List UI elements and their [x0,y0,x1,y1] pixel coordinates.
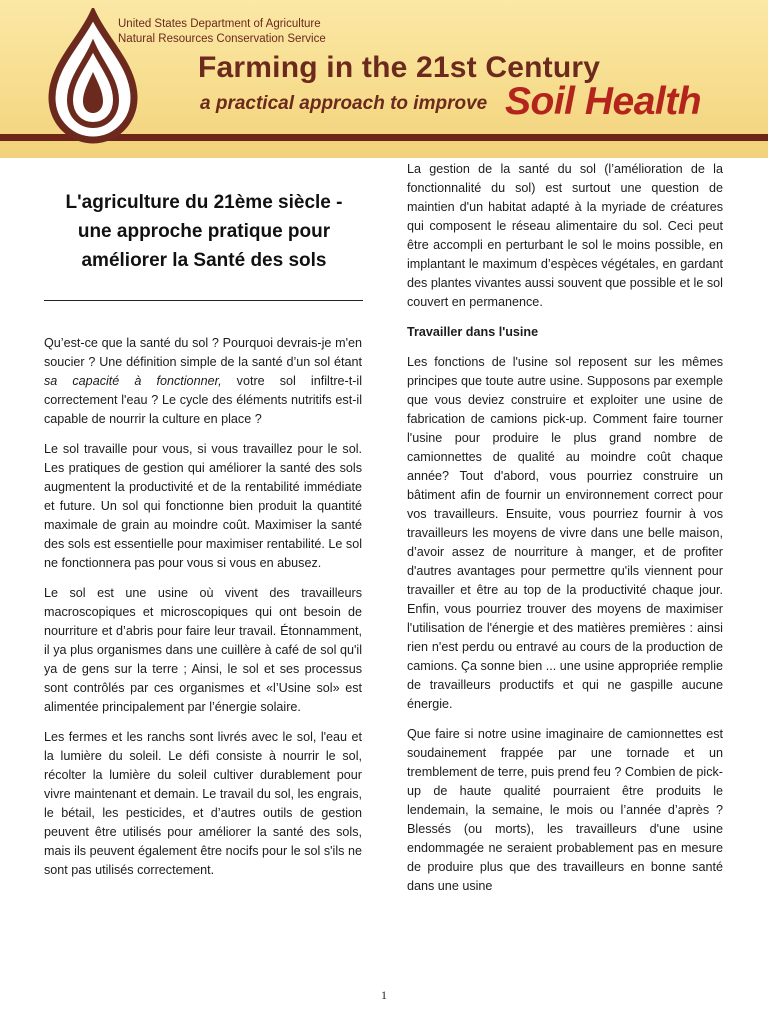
banner-highlight: Soil Health [505,80,702,123]
left-column [44,334,362,891]
title-line-3: améliorer la Santé des sols [81,250,327,271]
paragraph-definition [44,334,362,429]
paragraph-farms-ranches: Les fermes et les ranchs sont livrés avec le sol, l'eau et la lumière du soleil. Le défi consiste à nourrir le sol, récolter la lumière du soleil cultiver durablement pour vivre maintenant et demain. Le travail du sol, les engrais, le bétail, les pesticides, et d’autres outils de gestion peuvent être utilisés pour améliorer la santé des sols, mais ils peuvent également être nocifs pour le sol s'ils ne sont pas utilisés correctement. [44,730,362,877]
title-line-1: L'agriculture du 21ème siècle - [65,192,343,213]
paragraph-soil-works: Le sol travaille pour vous, si vous travaillez pour le sol. Les pratiques de gestion qui améliorer la santé des sols augmentent la productivité et de la rentabilité immédiate et future. Un sol qui fonctionne bien produit la quantité maximale de grain au moindre coût. Maximiser la santé des sols est essentielle pour maximiser rentabilité. Le sol ne fonctionnera pas pour vous si vous en abusez. [44,442,362,570]
banner-subtitle: a practical approach to improve [200,93,488,114]
title-divider [44,300,363,301]
definition-emphasis: sa capacité à fonctionner, [44,374,222,388]
header-banner [0,0,768,158]
paragraph-factory-disaster: Que faire si notre usine imaginaire de camionnettes est soudainement frappée par une tornade et un tremblement de terre, puis prend feu ? Combien de pick-up de haute qualité pourraient être produits le lendemain, la semaine, le mois ou l’année d’après ? Blessés (ou morts), les travailleurs d'une usine endommagée ne seraient probablement pas en mesure de produire plus que des travailleurs en bonne santé dans une usine [407,727,723,893]
definition-text-start: Qu’est-ce que la santé du sol ? Pourquoi devrais-je m'en soucier ? Une définition simple de la santé d’un sol étant [44,336,362,369]
agency-line-1: United States Department of Agriculture [118,18,321,30]
section-heading: Travailler dans l'usine [407,325,539,339]
paragraph-factory-principles: Les fonctions de l'usine sol reposent sur les mêmes principes que toute autre usine. Supposons par exemple que vous deviez construire et exploiter une usine de fabrication de camions pick-up. Comment faire tourner l'usine pour produire le plus grand nombre de camionnettes de qualité au moindre coût chaque année? Tout d'abord, vous pourriez construire un bâtiment afin de fournir un environnement correct pour vos travailleurs. Ensuite, vous pourriez fournir à vos travailleurs les moyens de vivre dans une belle maison, d’avoir assez de nourriture à manger, et de profiter d'autres avantages pour permettre qu'ils viennent pour travailler et être au top de la productivité chaque jour. Enfin, vous pourriez trouver des moyens de maximiser l'utilisation de l'énergie et des matières premières : ainsi rien n'est perdu ou entravé au cours de la production de camions. Ça sonne bien ... une usine appropriée remplie de travailleurs productifs et qui ne gaspille aucune énergie. [407,355,723,711]
agency-name [118,17,326,47]
banner-title: Farming in the 21st Century [198,51,601,84]
right-column [407,160,723,907]
title-line-2: une approche pratique pour [77,221,331,242]
agency-line-2: Natural Resources Conservation Service [118,33,326,45]
page-number: 1 [381,988,387,1002]
document-title [44,188,364,275]
definition-text-end: votre sol infiltre-t-il correctement l'eau ? Le cycle des éléments nutritifs est-il capable de nourrir la culture en place ? [44,374,362,426]
paragraph-soil-factory: Le sol est une usine où vivent des travailleurs macroscopiques et microscopiques qui ont besoin de nourriture et d’abris pour faire leur travail. Étonnamment, il ya plus organismes dans une cuillère à café de sol qu'il ya de gens sur la terre ; Ainsi, le sol et ses processus sont contrôlés par ces organismes et «l’Usine sol» est alimentée principalement par l’énergie solaire. [44,586,362,714]
paragraph-soil-management: La gestion de la santé du sol (l’amélioration de la fonctionnalité du sol) est surtout une question de maintien d'un habitat adapté à la myriade de créatures qui composent le réseau alimentaire du sol. Ceci peut être accompli en perturbant le sol le moins possible, en implantant le maximum d’espèces végétales, en gardant des plantes vivantes aussi souvent que possible et le sol couvert en permanence. [407,162,723,309]
